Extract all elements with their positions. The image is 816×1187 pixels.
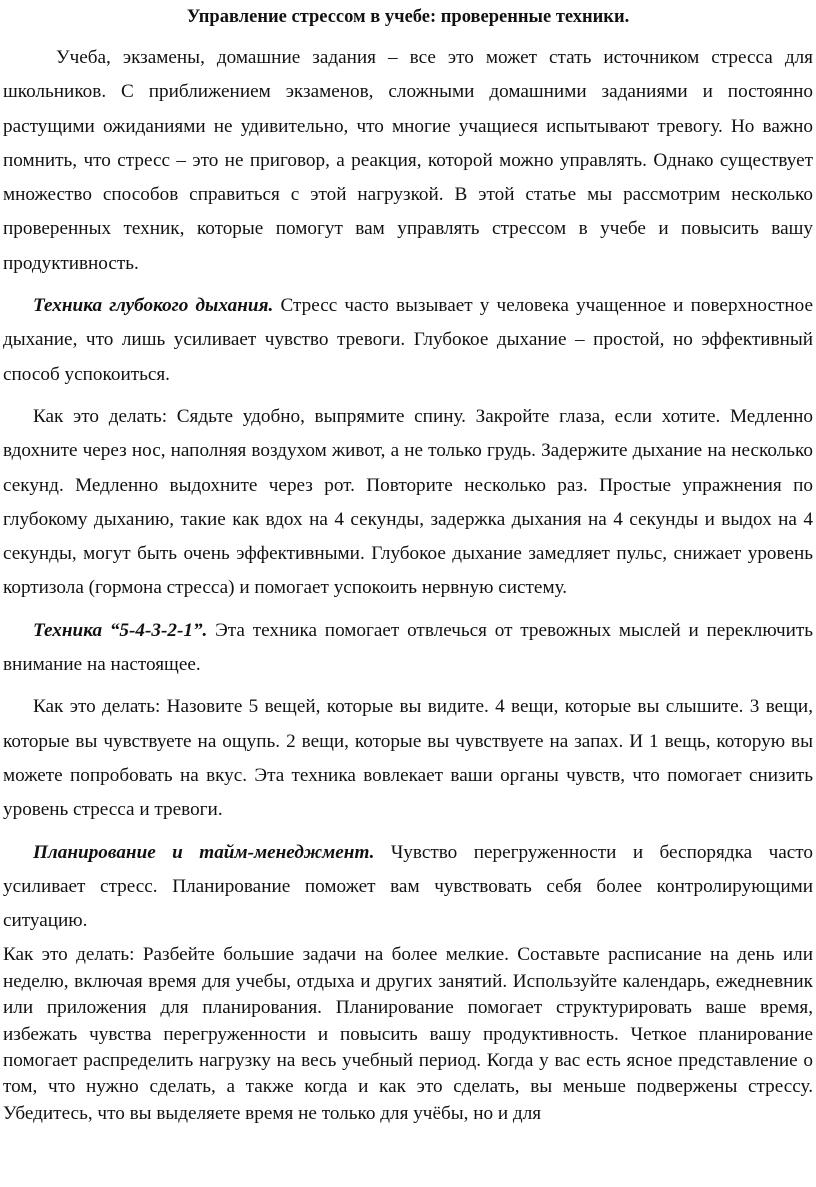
section-heading-54321: Техника “5-4-3-2-1”. xyxy=(33,619,208,641)
section-heading-planning: Планирование и тайм-менеджмент. xyxy=(33,841,375,863)
section-howto-breathing: Как это делать: Сядьте удобно, выпрямите спину. Закройте глаза, если хотите. Медленно вдохните через нос, наполняя воздухом живот, а не только грудь. Задержите дыхание на несколько секунд. Медленно выдохните через рот. Повторите несколько раз. Простые упражнения по глубокому дыханию, такие как вдох на 4 секунды, задержка дыхания на 4 секунды и выдох на 4 секунды, могут быть очень эффективными. Глубокое дыхание замедляет пульс, снижает уровень кортизола (гормона стресса) и помогает успокоить нервную систему. xyxy=(3,405,813,599)
intro-paragraph: Учеба, экзамены, домашние задания – все это может стать источником стресса для школьников. С приближением экзаменов, сложными домашними заданиями и постоянно растущими ожиданиями не удивительно, что многие учащиеся испытывают тревогу. Но важно помнить, что стресс – это не приговор, а реакция, которой можно управлять. Однако существует множество способов справиться с этой нагрузкой. В этой статье мы рассмотрим несколько проверенных техник, которые помогут вам управлять стрессом в учебе и повысить вашу продуктивность. xyxy=(3,47,813,274)
document-title: Управление стрессом в учебе: проверенные техники. xyxy=(186,7,630,27)
section-text-breathing: Стресс часто вызывает у человека учащенное и поверхностное дыхание, что лишь усиливает чувство тревоги. Глубокое дыхание – простой, но эффективный способ успокоиться. xyxy=(3,295,813,385)
section-howto-planning: Как это делать: Разбейте большие задачи на более мелкие. Составьте расписание на день или неделю, включая время для учебы, отдыха и других занятий. Используйте календарь, ежедневник или приложения для планирования. Планирование помогает структурировать ваше время, избежать чувства перегруженности и повысить вашу продуктивность. Четкое планирование помогает распределить нагрузку на весь учебный период. Когда у вас есть ясное представление о том, что нужно сделать, а также когда и как это сделать, вы меньше подвержены стрессу. Убедитесь, что вы выделяете время не только для учёбы, но и для xyxy=(3,944,813,1124)
section-text-54321: Эта техника помогает отвлечься от тревожных мыслей и переключить внимание на настоящее. xyxy=(3,619,813,676)
section-54321-paragraph xyxy=(3,614,813,683)
section-planning-paragraph xyxy=(3,836,813,939)
section-howto-54321: Как это делать: Назовите 5 вещей, которые вы видите. 4 вещи, которые вы слышите. 3 вещи, которые вы чувствуете на ощупь. 2 вещи, которые вы чувствуете на запах. И 1 вещь, которую вы можете попробовать на вкус. Эта техника вовлекает ваши органы чувств, что помогает снизить уровень стресса и тревоги. xyxy=(3,696,813,821)
section-heading-breathing: Техника глубокого дыхания. xyxy=(33,295,274,317)
section-breathing-paragraph xyxy=(3,289,813,392)
section-text-planning: Чувство перегруженности и беспорядка часто усиливает стресс. Планирование поможет вам чувствовать себя более контролирующими ситуацию. xyxy=(3,841,813,932)
